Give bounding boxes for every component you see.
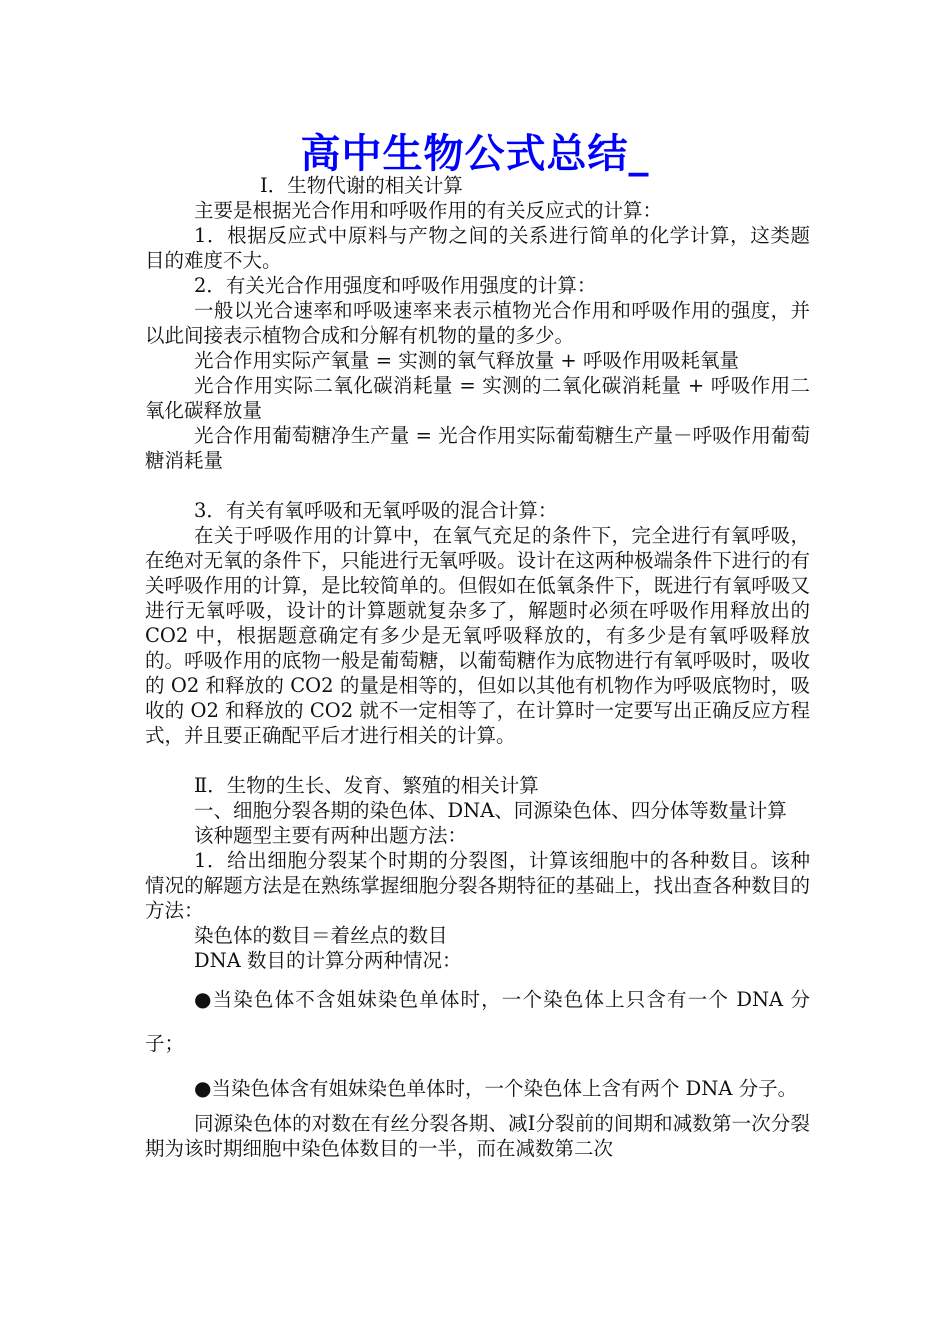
paragraph: 3．有关有氧呼吸和无氧呼吸的混合计算： (194, 499, 558, 522)
paragraph: 该种题型主要有两种出题方法： (194, 824, 468, 847)
bullet-item (145, 977, 810, 1066)
formula-line: 光合作用实际二氧化碳消耗量 = 实测的二氧化碳消耗量 + 呼吸作用二氧化碳释放量 (145, 374, 810, 422)
formula-line: 光合作用实际产氧量 = 实测的氧气释放量 + 呼吸作用吸耗氧量 (194, 349, 739, 372)
paragraph: 1．根据反应式中原料与产物之间的关系进行简单的化学计算，这类题目的难度不大。 (145, 224, 810, 272)
bullet-text: 当染色体含有姐妹染色单体时，一个染色体上含有两个 DNA 分子。 (211, 1077, 798, 1100)
bullet-icon: ● (194, 987, 213, 1011)
section-heading-2: Ⅱ．生物的生长、发育、繁殖的相关计算 (194, 774, 539, 797)
paragraph: 一、细胞分裂各期的染色体、DNA、同源染色体、四分体等数量计算 (194, 799, 787, 822)
bullet-text: 当染色体不含姐妹染色单体时，一个染色体上只含有一个 DNA 分子； (145, 988, 810, 1055)
bullet-item (145, 1066, 810, 1111)
paragraph: 在关于呼吸作用的计算中，在氧气充足的条件下，完全进行有氧呼吸，在绝对无氧的条件下，只能进行无氧呼吸。设计在这两种极端条件下进行的有关呼吸作用的计算，是比较简单的。但假如在低氧条件下，既进行有氧呼吸又进行无氧呼吸，设计的计算题就复杂多了，解题时必须在呼吸作用释放出的 CO2 中，根据题意确定有多少是无氧呼吸释放的，有多少是有氧呼吸释放的。呼吸作用的底物一般是葡萄糖，以葡萄糖作为底物进行有氧呼吸时，吸收的 O2 和释放的 CO2 的量是相等的，但如以其他有机物作为呼吸底物时，吸收的 O2 和释放的 CO2 就不一定相等了，在计算时一定要写出正确反应方程式，并且要正确配平后才进行相关的计算。 (145, 524, 810, 747)
formula-line: 光合作用葡萄糖净生产量 = 光合作用实际葡萄糖生产量－呼吸作用葡萄糖消耗量 (145, 424, 810, 472)
document-title: 高中生物公式总结_ (300, 130, 650, 177)
bullet-icon: ● (194, 1076, 212, 1100)
document-body (145, 173, 810, 1161)
paragraph: 主要是根据光合作用和呼吸作用的有关反应式的计算： (194, 199, 663, 222)
section-heading-1: Ⅰ．生物代谢的相关计算 (260, 174, 463, 197)
paragraph: DNA 数目的计算分两种情况： (194, 949, 462, 972)
formula-line: 染色体的数目＝着丝点的数目 (194, 924, 448, 947)
paragraph: 2．有关光合作用强度和呼吸作用强度的计算： (194, 274, 597, 297)
paragraph: 同源染色体的对数在有丝分裂各期、减Ⅰ分裂前的间期和减数第一次分裂期为该时期细胞中染色体数目的一半，而在减数第二次 (145, 1112, 810, 1160)
paragraph: 一般以光合速率和呼吸速率来表示植物光合作用和呼吸作用的强度，并以此间接表示植物合成和分解有机物的量的多少。 (145, 299, 810, 347)
paragraph: 1．给出细胞分裂某个时期的分裂图，计算该细胞中的各种数目。该种情况的解题方法是在熟练掌握细胞分裂各期特征的基础上，找出查各种数目的方法： (145, 849, 810, 922)
